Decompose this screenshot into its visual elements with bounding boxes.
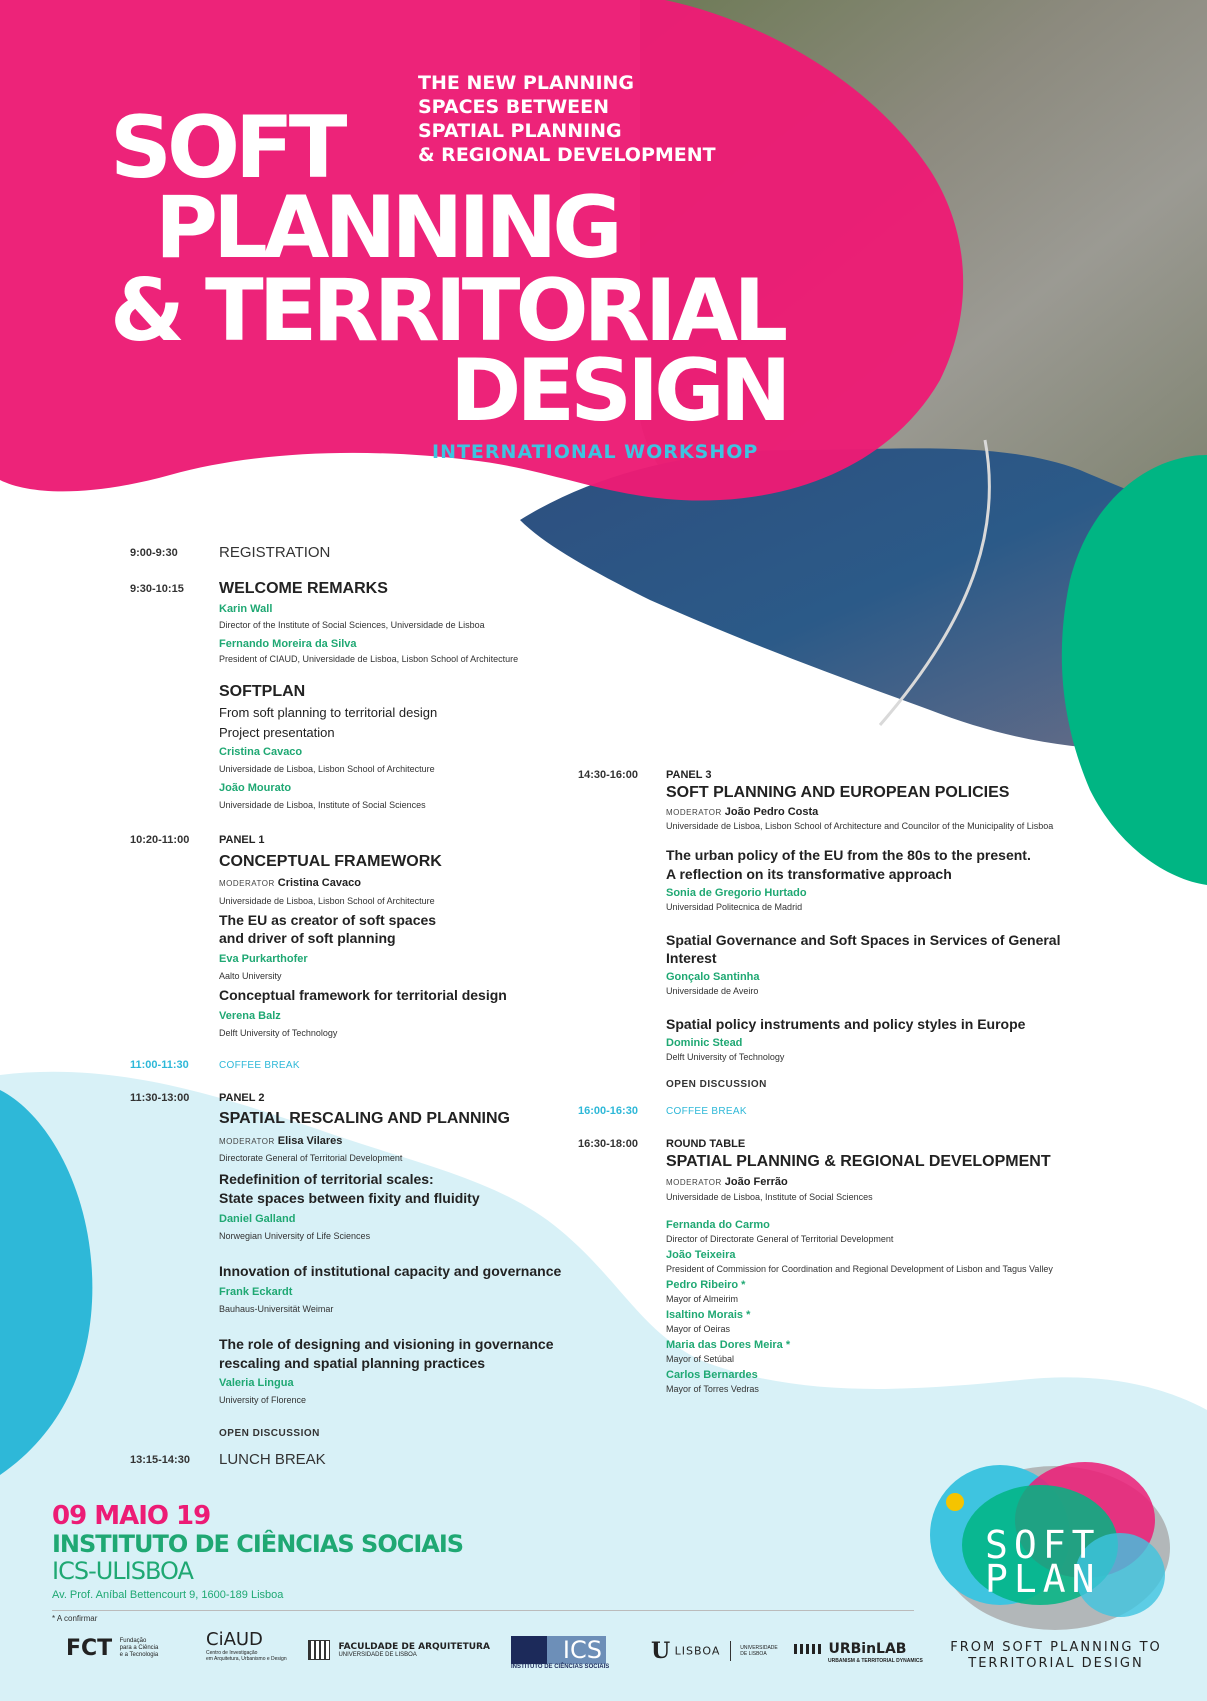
- building-icon: [308, 1640, 330, 1660]
- talk-title: and driver of soft planning: [219, 930, 396, 946]
- speaker-affiliation: Bauhaus-Universität Weimar: [219, 1304, 334, 1314]
- speaker-affiliation: Aalto University: [219, 971, 282, 981]
- participant-affiliation: President of Commission for Coordination and Regional Development of Lisbon and Tagus Valley: [666, 1264, 1053, 1274]
- speaker-affiliation: Norwegian University of Life Sciences: [219, 1231, 371, 1241]
- time-roundtable: 16:30-18:00: [578, 1138, 638, 1150]
- lunch-break-label: LUNCH BREAK: [219, 1451, 326, 1468]
- time-lunch: 13:15-14:30: [130, 1454, 190, 1466]
- speaker-name: Frank Eckardt: [219, 1286, 293, 1298]
- speaker-name: Dominic Stead: [666, 1037, 743, 1049]
- speaker-affiliation: Director of the Institute of Social Sciences, Universidade de Lisboa: [219, 620, 485, 630]
- panel2-heading: SPATIAL RESCALING AND PLANNING: [219, 1110, 510, 1127]
- participant-name: Fernanda do Carmo: [666, 1219, 770, 1231]
- speaker-affiliation: Universidade de Lisboa, Institute of Social Sciences: [219, 800, 426, 810]
- softplan-heading: SOFTPLAN: [219, 683, 306, 700]
- panel1-label: PANEL 1: [219, 834, 265, 846]
- open-discussion-label: OPEN DISCUSSION: [219, 1428, 320, 1439]
- speaker-name: Eva Purkarthofer: [219, 953, 308, 965]
- participant-name: João Teixeira: [666, 1249, 736, 1261]
- participant-affiliation: Mayor of Setúbal: [666, 1354, 735, 1364]
- speaker-name: Sonia de Gregorio Hurtado: [666, 887, 807, 899]
- speaker-affiliation: Delft University of Technology: [666, 1052, 785, 1062]
- panel2-label: PANEL 2: [219, 1092, 265, 1104]
- venue-short: ICS-ULISBOA: [52, 1557, 193, 1585]
- speaker-affiliation: Universidade de Aveiro: [666, 986, 759, 996]
- event-date: 09 MAIO 19: [52, 1501, 211, 1531]
- panel3-heading: SOFT PLANNING AND EUROPEAN POLICIES: [666, 784, 1010, 801]
- urbinlab-logo: URBinLAB URBANISM & TERRITORIAL DYNAMICS: [794, 1640, 923, 1664]
- softplan-logo-line-1: SOFT: [985, 1523, 1101, 1567]
- speaker-affiliation: Universidade de Lisboa, Lisbon School of Architecture: [219, 764, 435, 774]
- talk-title: State spaces between fixity and fluidity: [219, 1190, 480, 1206]
- panel1-heading: CONCEPTUAL FRAMEWORK: [219, 853, 442, 870]
- footer-divider: [52, 1610, 914, 1611]
- time-coffee: 11:00-11:30: [130, 1059, 189, 1071]
- time-panel3: 14:30-16:00: [578, 769, 638, 781]
- softplan-tagline: FROM SOFT PLANNING TO TERRITORIAL DESIGN: [950, 1640, 1162, 1671]
- speaker-name: Daniel Galland: [219, 1213, 296, 1225]
- roundtable-heading: SPATIAL PLANNING & REGIONAL DEVELOPMENT: [666, 1153, 1051, 1170]
- speaker-name: Cristina Cavaco: [219, 746, 303, 758]
- title-line-2: PLANNING: [155, 178, 618, 278]
- participant-affiliation: Mayor of Torres Vedras: [666, 1384, 759, 1394]
- talk-title: Innovation of institutional capacity and governance: [219, 1263, 562, 1279]
- talk-title: Conceptual framework for territorial design: [219, 987, 507, 1003]
- subtitle-line-2: SPACES BETWEEN: [418, 96, 610, 118]
- ciaud-logo: CiAUD Centro de Investigação em Arquitetura, Urbanismo e Design: [206, 1629, 287, 1662]
- title-line-1: SOFT: [110, 98, 343, 198]
- subtitle-line-1: THE NEW PLANNING: [418, 72, 635, 94]
- subtitle-line-4: & REGIONAL DEVELOPMENT: [418, 144, 716, 166]
- participant-name: Pedro Ribeiro *: [666, 1279, 746, 1291]
- participant-name: Maria das Dores Meira *: [666, 1339, 791, 1351]
- talk-title: rescaling and spatial planning practices: [219, 1355, 486, 1371]
- participant-name: Carlos Bernardes: [666, 1369, 758, 1381]
- softplan-logo-line-2: PLAN: [985, 1557, 1101, 1601]
- venue-name: INSTITUTO DE CIÊNCIAS SOCIAIS: [52, 1530, 464, 1558]
- talk-title: A reflection on its transformative approach: [666, 866, 952, 882]
- softplan-line-1: From soft planning to territorial design: [219, 705, 438, 720]
- talk-title: Spatial policy instruments and policy styles in Europe: [666, 1016, 1026, 1032]
- ulisboa-logo: U LISBOA UNIVERSIDADE DE LISBOA: [651, 1638, 778, 1664]
- time-registration: 9:00-9:30: [130, 547, 178, 559]
- confirmation-note: * A confirmar: [52, 1614, 98, 1623]
- fa-logo: FACULDADE DE ARQUITETURA UNIVERSIDADE DE LISBOA: [308, 1640, 490, 1660]
- talk-title: Spatial Governance and Soft Spaces in Services of General: [666, 932, 1061, 948]
- talk-title: The EU as creator of soft spaces: [219, 912, 437, 928]
- title-line-4: DESIGN: [450, 341, 787, 441]
- speaker-name: João Mourato: [219, 782, 292, 794]
- subtitle-line-3: SPATIAL PLANNING: [418, 120, 622, 142]
- talk-title: Redefinition of territorial scales:: [219, 1171, 434, 1187]
- workshop-tagline: INTERNATIONAL WORKSHOP: [432, 441, 759, 463]
- moderator-affiliation: Directorate General of Territorial Development: [219, 1153, 403, 1163]
- panel3-moderator: MODERATOR João Pedro Costa: [666, 806, 819, 818]
- time-welcome: 9:30-10:15: [130, 583, 184, 595]
- softplan-line-2: Project presentation: [219, 725, 335, 740]
- fct-logo: FCT Fundação para a Ciência e a Tecnologia: [66, 1636, 159, 1661]
- open-discussion-label: OPEN DISCUSSION: [666, 1079, 767, 1090]
- moderator-affiliation: Universidade de Lisboa, Institute of Social Sciences: [666, 1192, 873, 1202]
- panel1-moderator: MODERATOR Cristina Cavaco: [219, 877, 361, 889]
- participant-name: Isaltino Morais *: [666, 1309, 751, 1321]
- roundtable-moderator: MODERATOR João Ferrão: [666, 1176, 788, 1188]
- venue-address: Av. Prof. Aníbal Bettencourt 9, 1600-189 Lisboa: [52, 1589, 284, 1601]
- speaker-affiliation: Universidad Politecnica de Madrid: [666, 902, 803, 912]
- talk-title: Interest: [666, 950, 717, 966]
- coffee-break-label: COFFEE BREAK: [666, 1106, 747, 1117]
- time-panel1: 10:20-11:00: [130, 834, 190, 846]
- participant-affiliation: Director of Directorate General of Territorial Development: [666, 1234, 894, 1244]
- welcome-heading: WELCOME REMARKS: [219, 580, 388, 597]
- panel2-moderator: MODERATOR Elisa Vilares: [219, 1135, 343, 1147]
- moderator-affiliation: Universidade de Lisboa, Lisbon School of Architecture and Councilor of the Municipality of Lisboa: [666, 821, 1054, 831]
- speaker-name: Gonçalo Santinha: [666, 971, 760, 983]
- speaker-affiliation: Delft University of Technology: [219, 1028, 338, 1038]
- time-coffee: 16:00-16:30: [578, 1105, 638, 1117]
- time-panel2: 11:30-13:00: [130, 1092, 190, 1104]
- participant-affiliation: Mayor of Oeiras: [666, 1324, 731, 1334]
- speaker-affiliation: President of CIAUD, Universidade de Lisboa, Lisbon School of Architecture: [219, 654, 519, 664]
- speaker-name: Verena Balz: [219, 1010, 281, 1022]
- panel3-label: PANEL 3: [666, 769, 712, 781]
- title-line-3: & TERRITORIAL: [110, 261, 784, 361]
- moderator-affiliation: Universidade de Lisboa, Lisbon School of Architecture: [219, 896, 435, 906]
- coffee-break-label: COFFEE BREAK: [219, 1060, 300, 1071]
- ics-logo: ICS INSTITUTO DE CIÊNCIAS SOCIAIS: [511, 1636, 610, 1670]
- speaker-affiliation: University of Florence: [219, 1395, 307, 1405]
- roundtable-label: ROUND TABLE: [666, 1138, 746, 1150]
- talk-title: The role of designing and visioning in governance: [219, 1336, 554, 1352]
- participant-affiliation: Mayor of Almeirim: [666, 1294, 739, 1304]
- speaker-name: Valeria Lingua: [219, 1377, 294, 1389]
- speaker-name: Karin Wall: [219, 603, 273, 615]
- registration-label: REGISTRATION: [219, 544, 331, 561]
- talk-title: The urban policy of the EU from the 80s to the present.: [666, 847, 1031, 863]
- speaker-name: Fernando Moreira da Silva: [219, 638, 357, 650]
- bars-icon: [794, 1644, 824, 1654]
